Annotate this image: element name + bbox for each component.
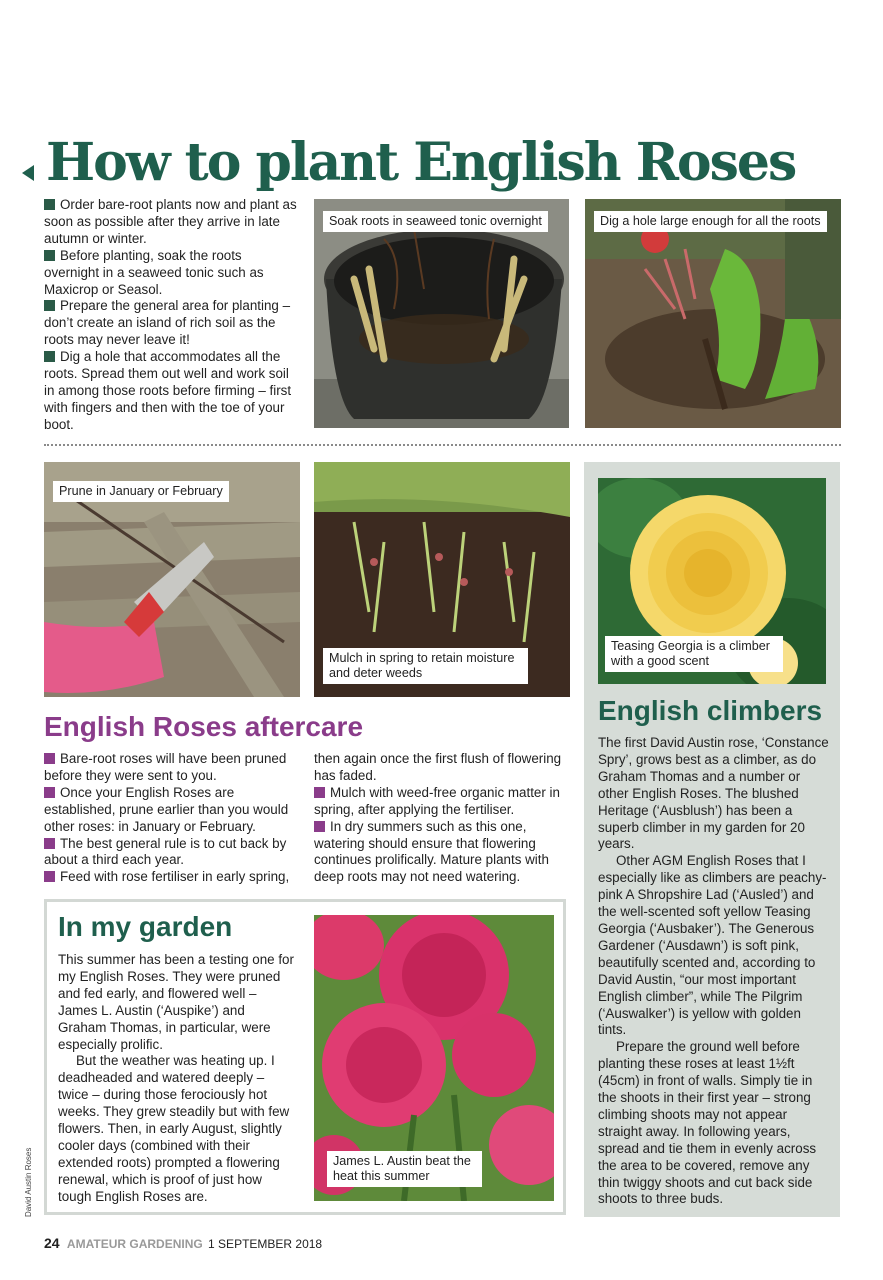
photo-caption: Dig a hole large enough for all the roots [594,211,827,232]
aftercare-col-1 [44,751,306,886]
list-item: The best general rule is to cut back by about a third each year. [44,835,287,868]
photo-caption: Teasing Georgia is a climber with a good scent [605,636,783,672]
photo-caption: James L. Austin beat the heat this summer [327,1151,482,1187]
paragraph: Other AGM English Roses that I especially like as climbers are peachy-pink A Shropshire Lad (‘Ausled’) and the well-scented soft yellow Teasing Georgia (‘Ausbaker’). The Generous Gardener (‘Ausdawn’) is soft pink, beautifully scented and, according to David Austin, “our most important English climber”, while The Pilgrim (‘Auswalker’) is yellow with golden tints. [598,853,827,1038]
soak-roots-photo [314,199,569,428]
list-item: Once your English Roses are established, prune earlier than you would other roses: in January or February. [44,784,289,834]
photo-caption: Mulch in spring to retain moisture and deter weeds [323,648,528,684]
planting-steps [44,197,300,434]
aftercare-heading: English Roses aftercare [44,711,364,742]
page-number: 24 [44,1235,60,1251]
square-bullet-icon [44,871,55,882]
square-bullet-icon [44,250,55,261]
list-item: Dig a hole that accommodates all the roots. Spread them out well and work soil in among those roots before firming – first with fingers and then with the toe of your boot. [44,349,292,432]
square-bullet-icon [44,838,55,849]
magazine-name: AMATEUR GARDENING [66,1237,203,1251]
list-item-continued: then again once the first flush of flowering has faded. [314,751,562,783]
square-bullet-icon [44,787,55,798]
list-item: Before planting, soak the roots overnight in a seaweed tonic such as Maxicrop or Seasol. [44,247,264,297]
square-bullet-icon [314,787,325,798]
list-item: Feed with rose fertiliser in early spring, [44,869,306,886]
photo-caption: Prune in January or February [53,481,229,502]
square-bullet-icon [44,753,55,764]
paragraph: The first David Austin rose, ‘Constance Spry’, grows best as a climber, as do Graham Thomas and a number or other English Roses. The blushed Heritage (‘Ausblush’) has been a superb climber in my garden for 20 years. [598,735,829,852]
square-bullet-icon [44,351,55,362]
page-footer [44,1235,322,1251]
photo-credit: David Austin Roses [24,1147,33,1217]
paragraph: This summer has been a testing one for my English Roses. They were pruned and fed early, and flowered well – James L. Austin (‘Auspike’) and Graham Thomas, in particular, were especially prolific. [58,952,294,1052]
paragraph: Prepare the ground well before planting these roses at least 1½ft (45cm) in front of walls. Simply tie in the shoots in their first year – strong climbing shoots may not appear straight away. In following years, spread and tie them in evenly across the area to be covered, remove any thin twiggy shoots and cut back side shoots to three buds. [598,1039,817,1207]
list-item: Mulch with weed-free organic matter in spring, after applying the fertiliser. [314,784,560,817]
paragraph: But the weather was heating up. I deadheaded and watered deeply – twice – during those ferociously hot weeks. They grew steadily but with few flowers. Then, in early August, slightly cooler days (combined with their extended roots) prompted a flowering renewal, which is proof of just how tough English Roses are. [58,1053,290,1204]
dig-hole-photo [585,199,841,428]
square-bullet-icon [314,821,325,832]
page-title: How to plant English Roses [46,132,796,193]
section-divider [44,444,841,446]
aftercare-col-2 [314,751,566,886]
list-item: In dry summers such as this one, watering should ensure that flowering continues prolifically. Mature plants with deep roots may not need watering. [314,818,549,885]
list-item: Prepare the general area for planting – don’t create an island of rich soil as the roots may never leave it! [44,298,291,348]
garden-text [58,952,294,1206]
garden-heading: In my garden [58,911,233,942]
issue-date: 1 SEPTEMBER 2018 [208,1237,323,1251]
square-bullet-icon [44,300,55,311]
list-item: Bare-root roses will have been pruned before they were sent to you. [44,751,287,783]
list-item: Order bare-root plants now and plant as soon as possible after they arrive in late autumn or winter. [44,197,297,246]
photo-caption: Soak roots in seaweed tonic overnight [323,211,548,232]
climbers-text [598,735,830,1208]
climbers-heading: English climbers [598,695,823,726]
square-bullet-icon [44,199,55,210]
title-arrow-icon [22,165,34,181]
